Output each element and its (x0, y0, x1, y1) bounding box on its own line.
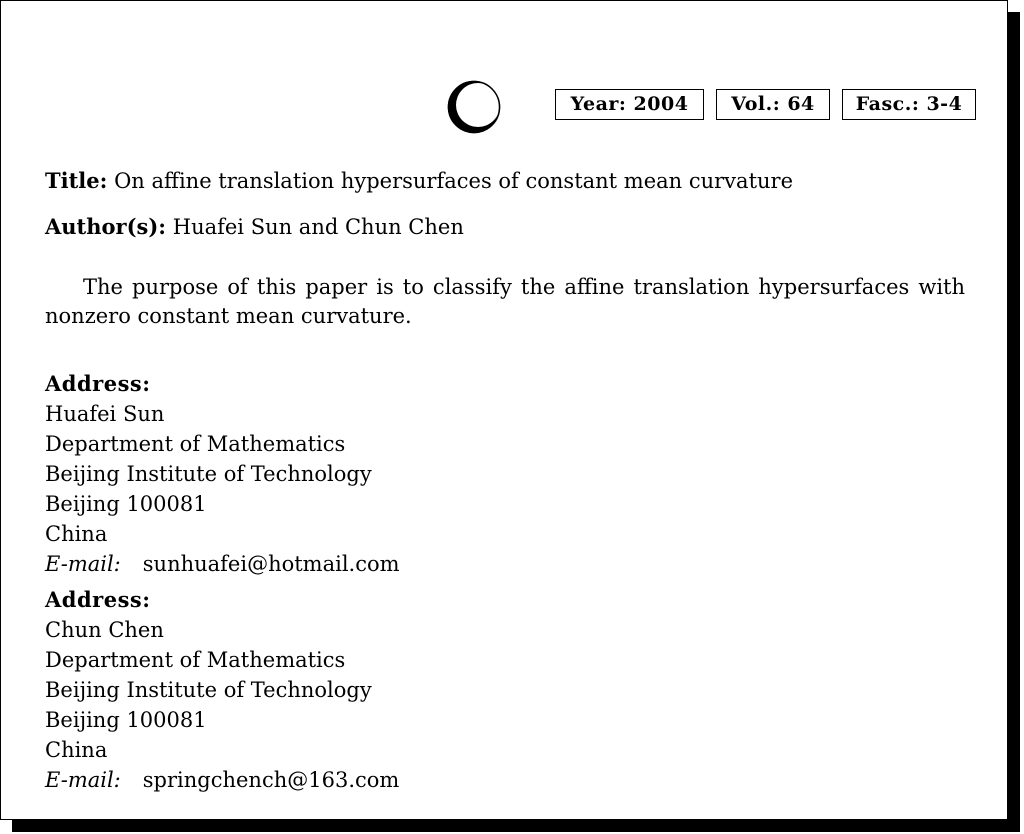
email-label: E-mail: (45, 552, 121, 576)
volume-badge: Vol.: 64 (716, 89, 830, 120)
address-heading: Address: (45, 371, 151, 396)
title-line (45, 166, 793, 196)
email-label: E-mail: (45, 768, 121, 792)
email-address: springchench@163.com (142, 768, 400, 792)
address-department: Department of Mathematics (45, 432, 346, 456)
address-city: Beijing 100081 (45, 492, 207, 516)
address-block-1 (45, 369, 400, 579)
fascicle-badge: Fasc.: 3-4 (842, 89, 976, 120)
crescent-logo-icon (447, 80, 501, 134)
year-badge: Year: 2004 (555, 89, 704, 120)
address-name: Chun Chen (45, 618, 164, 642)
abstract-text: The purpose of this paper is to classify the affine translation hypersurfaces with nonzero constant mean curvature. (45, 275, 965, 328)
address-country: China (45, 522, 108, 546)
address-department: Department of Mathematics (45, 648, 346, 672)
title-label: Title: (45, 168, 108, 193)
address-name: Huafei Sun (45, 402, 165, 426)
address-institution: Beijing Institute of Technology (45, 678, 372, 702)
address-block-2 (45, 585, 399, 795)
email-address: sunhuafei@hotmail.com (142, 552, 400, 576)
authors-line (45, 212, 464, 242)
address-email-line (45, 765, 399, 795)
address-heading: Address: (45, 587, 151, 612)
address-city: Beijing 100081 (45, 708, 207, 732)
address-country: China (45, 738, 108, 762)
address-institution: Beijing Institute of Technology (45, 462, 372, 486)
paper-title: On affine translation hypersurfaces of constant mean curvature (114, 169, 793, 193)
paper-authors: Huafei Sun and Chun Chen (172, 215, 464, 239)
address-email-line (45, 549, 400, 579)
authors-label: Author(s): (45, 214, 167, 239)
